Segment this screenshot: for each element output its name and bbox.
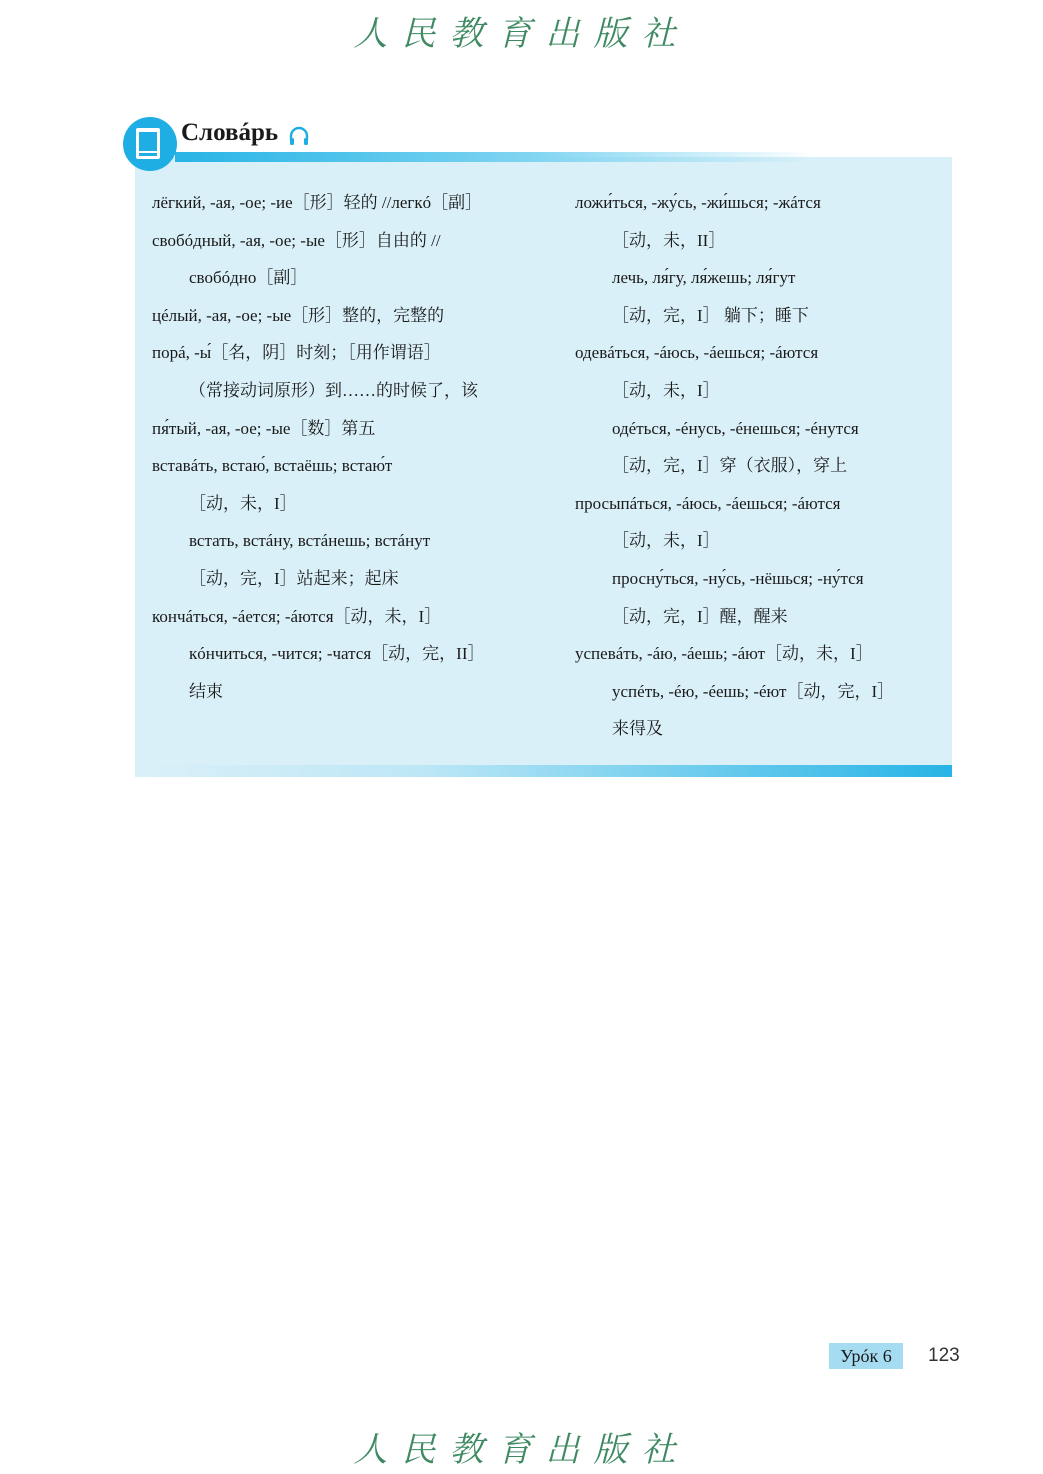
vocab-entry-line: просну́ться, -ну́сь, -нёшься; -ну́тся [612,568,864,588]
vocab-entry-line: свобóдный, -ая, -ое; -ые［形］自由的 // [152,230,441,250]
vocab-entry-line: ［动，未，I］ [612,531,720,551]
vocab-column-right [575,184,945,748]
vocab-entry-line: одéться, -éнусь, -éнешься; -éнутся [612,418,859,438]
vocab-entry-line: лечь, ля́гу, ля́жешь; ля́гут [612,268,796,288]
vocab-entry-line: ［动，完，I］ 躺下；睡下 [612,305,809,325]
vocab-entry-line: ложи́ться, -жу́сь, -жи́шься; -жáтся [575,193,821,212]
publisher-watermark-bottom: 人民教育出版社 [353,1430,690,1470]
vocab-entry-line: ［动，完，I］穿（衣服），穿上 [612,456,848,476]
vocab-entry-line: кóнчиться, -чится; -чатся［动，完，II］ [189,644,485,664]
publisher-watermark-top: 人民教育出版社 [353,14,690,54]
book-shape [136,128,160,159]
section-title: Словáрь [181,119,279,146]
vocab-entry-line: свобóдно［副］ [189,268,308,288]
vocab-entry-line: успéть, -éю, -éешь; -éют［动，完，I］ [612,681,895,701]
vocab-entry-line: встать, встáну, встáнешь; встáнут [189,531,431,551]
bottom-stripe [135,765,952,777]
vocab-entry-line: ［动，完，I］醒，醒来 [612,606,788,626]
vocab-entry-line: 结束 [189,681,223,701]
top-stripe [175,152,815,162]
book-icon [123,117,177,171]
vocab-column-left [152,184,562,710]
page-number: 123 [928,1345,960,1366]
vocab-entry-line: 来得及 [612,719,663,739]
vocab-entry-line: кончáться, -áется; -áются［动，未，I］ [152,606,442,626]
vocab-entry-line: （常接动词原形）到……的时候了，该 [189,380,478,400]
vocab-entry-line: одевáться, -áюсь, -áешься; -áются [575,343,819,363]
vocab-entry-line: цéлый, -ая, -ое; -ые［形］整的，完整的 [152,305,445,325]
vocab-entry-line: ［动，未，I］ [612,380,720,400]
vocab-entry-line: успевáть, -áю, -áешь; -áют［动，未，I］ [575,644,873,664]
vocab-entry-line: вставáть, встаю́, встаёшь; встаю́т [152,456,393,476]
vocab-entry-line: ［动，未，I］ [189,493,297,513]
vocab-entry-line: порá, -ы́［名，阴］时刻；［用作谓语］ [152,343,441,363]
vocab-entry-line: просыпáться, -áюсь, -áешься; -áются [575,493,841,513]
vocab-entry-line: лёгкий, -ая, -ое; -ие［形］轻的 //легкó［副］ [152,193,483,212]
vocab-entry-line: ［动，未，II］ [612,230,726,250]
lesson-badge: Урóк 6 [829,1343,903,1369]
vocab-entry-line: ［动，完，I］站起来；起床 [189,568,399,588]
headphones-icon[interactable] [288,125,310,147]
vocab-entry-line: пя́тый, -ая, -ое; -ые［数］第五 [152,418,376,438]
